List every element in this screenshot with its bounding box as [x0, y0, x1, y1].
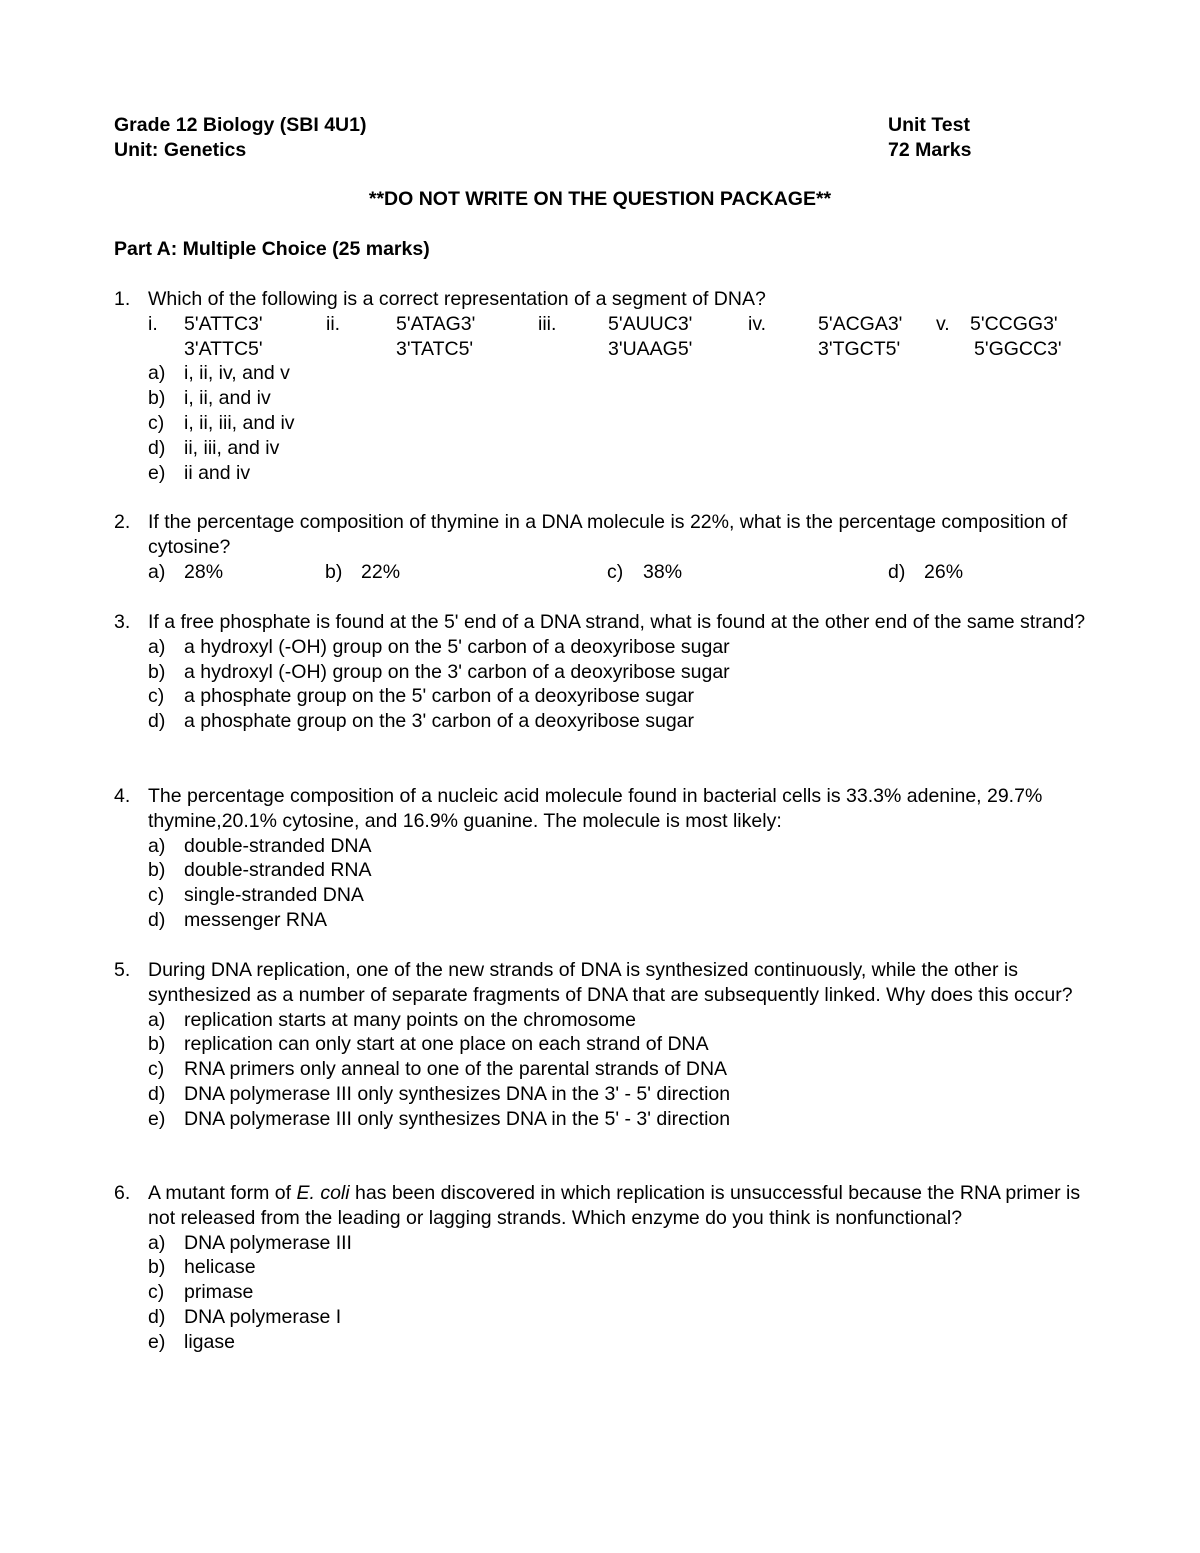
strand-numeral: ii.: [326, 312, 341, 335]
part-a-title: Part A: Multiple Choice (25 marks): [114, 238, 430, 260]
option-letter: c): [148, 1281, 165, 1304]
option-text: double-stranded RNA: [184, 859, 372, 882]
question-number: 5.: [114, 959, 131, 981]
option-b: [148, 660, 1094, 685]
option-c: [148, 1057, 1094, 1082]
question-number: 1.: [114, 288, 131, 310]
option-a: [148, 1231, 1094, 1256]
option-text: a phosphate group on the 3' carbon of a deoxyribose sugar: [184, 710, 694, 733]
option-text: a hydroxyl (-OH) group on the 5' carbon of a deoxyribose sugar: [184, 635, 730, 658]
option-text: DNA polymerase III only synthesizes DNA in the 5' - 3' direction: [184, 1107, 731, 1130]
strand-top: 5'AUUC3': [608, 312, 693, 335]
option-text: DNA polymerase I: [184, 1305, 342, 1328]
option-b: [148, 1032, 1094, 1057]
question-text-end: has been discovered in which replication is unsuccessful because the RNA primer is not released from the leading or lagging strands. Which enzyme do you think is nonfunctional?: [148, 1182, 1081, 1229]
option-e: [148, 461, 1094, 486]
strand-top: 5'ATAG3': [396, 312, 476, 335]
option-text: a phosphate group on the 5' carbon of a deoxyribose sugar: [184, 685, 694, 708]
unit-title: Unit: Genetics: [114, 139, 247, 161]
option-b: [148, 386, 1094, 411]
strand-bottom: 3'TGCT5': [818, 337, 901, 360]
option-d: [148, 1082, 1094, 1107]
question-1: [114, 287, 1094, 485]
option-text: 26%: [924, 560, 964, 583]
option-a: [148, 361, 1094, 386]
question-text: [148, 1181, 1094, 1231]
option-letter: b): [325, 560, 343, 583]
question-2: [114, 510, 1094, 584]
option-c: [148, 684, 1094, 709]
option-e: [148, 1107, 1094, 1132]
strand-numeral: iii.: [538, 312, 557, 335]
option-text: ligase: [184, 1330, 235, 1353]
option-text: 38%: [643, 560, 683, 583]
option-a: [148, 635, 1094, 660]
option-letter: c): [148, 1058, 165, 1081]
option-text: i, ii, iv, and v: [184, 362, 290, 385]
question-4: [114, 784, 1094, 933]
option-e: [148, 1330, 1094, 1355]
option-letter: a): [148, 560, 166, 583]
strand-numeral: iv.: [748, 312, 767, 335]
notice-banner: **DO NOT WRITE ON THE QUESTION PACKAGE**: [368, 188, 832, 210]
total-marks: 72 Marks: [888, 139, 972, 161]
option-letter: c): [607, 560, 624, 583]
option-text: primase: [184, 1281, 254, 1304]
question-3: [114, 610, 1094, 734]
option-text: replication starts at many points on the chromosome: [184, 1008, 636, 1031]
strand-numeral: v.: [936, 312, 950, 335]
option-letter: b): [148, 1256, 166, 1279]
question-number: 6.: [114, 1182, 131, 1204]
option-letter: e): [148, 1330, 166, 1353]
option-text: a hydroxyl (-OH) group on the 3' carbon of a deoxyribose sugar: [184, 660, 730, 683]
option-letter: c): [148, 685, 165, 708]
option-text: i, ii, iii, and iv: [184, 411, 295, 434]
organism-name: E. coli: [296, 1182, 350, 1204]
option-text: 28%: [184, 560, 224, 583]
option-text: single-stranded DNA: [184, 884, 364, 907]
option-d: [148, 908, 1094, 933]
option-d: [148, 436, 1094, 461]
strand-bottom: 3'TATC5': [396, 337, 474, 360]
strand-numeral: i.: [148, 312, 158, 335]
option-text: 22%: [361, 560, 401, 583]
option-text: DNA polymerase III only synthesizes DNA in the 3' - 5' direction: [184, 1082, 731, 1105]
option-c: [148, 411, 1094, 436]
course-title: Grade 12 Biology (SBI 4U1): [114, 114, 367, 136]
option-letter: a): [148, 635, 166, 658]
question-text: If the percentage composition of thymine in a DNA molecule is 22%, what is the percentage composition of cytosine?: [148, 511, 1068, 558]
option-text: ii, iii, and iv: [184, 436, 280, 459]
option-letter: a): [148, 1231, 166, 1254]
option-letter: d): [148, 908, 166, 931]
strand-bottom: 3'ATTC5': [184, 337, 263, 360]
option-text: helicase: [184, 1256, 256, 1279]
option-text: ii and iv: [184, 461, 251, 484]
inline-options-row: [114, 560, 1094, 585]
option-b: [148, 1255, 1094, 1280]
question-text: The percentage composition of a nucleic acid molecule found in bacterial cells is 33.3% adenine, 29.7% thymine,20.1% cytosine, and 16.9% guanine. The molecule is most likely:: [148, 785, 1043, 832]
option-text: messenger RNA: [184, 908, 328, 931]
option-text: i, ii, and iv: [184, 387, 271, 410]
option-letter: b): [148, 387, 166, 410]
option-letter: a): [148, 834, 166, 857]
question-text: Which of the following is a correct representation of a segment of DNA?: [148, 288, 766, 310]
option-c: [148, 1280, 1094, 1305]
option-d: [148, 1305, 1094, 1330]
strand-top-row: [114, 312, 1094, 337]
strand-bottom: 5'GGCC3': [974, 337, 1062, 360]
option-letter: c): [148, 411, 165, 434]
option-text: double-stranded DNA: [184, 834, 372, 857]
strand-top: 5'CCGG3': [970, 312, 1058, 335]
option-letter: c): [148, 884, 165, 907]
question-number: 2.: [114, 511, 131, 533]
question-text-start: A mutant form of: [148, 1182, 297, 1204]
strand-bottom: 3'UAAG5': [608, 337, 693, 360]
question-number: 3.: [114, 611, 131, 633]
option-letter: d): [148, 1305, 166, 1328]
question-number: 4.: [114, 785, 131, 807]
option-letter: a): [148, 362, 166, 385]
option-a: [148, 834, 1094, 859]
strand-top: 5'ACGA3': [818, 312, 903, 335]
question-5: [114, 958, 1094, 1132]
strand-bottom-row: [114, 337, 1094, 362]
option-letter: d): [148, 1082, 166, 1105]
option-letter: b): [148, 859, 166, 882]
option-letter: a): [148, 1008, 166, 1031]
option-b: [148, 858, 1094, 883]
option-letter: b): [148, 1033, 166, 1056]
option-text: DNA polymerase III: [184, 1231, 352, 1254]
question-text: During DNA replication, one of the new strands of DNA is synthesized continuously, while the other is synthesized as a number of separate fragments of DNA that are subsequently linked. Why does this occur?: [148, 959, 1073, 1006]
option-letter: e): [148, 461, 166, 484]
option-text: replication can only start at one place on each strand of DNA: [184, 1033, 709, 1056]
strand-top: 5'ATTC3': [184, 312, 263, 335]
option-d: [148, 709, 1094, 734]
option-text: RNA primers only anneal to one of the parental strands of DNA: [184, 1058, 728, 1081]
option-letter: b): [148, 660, 166, 683]
option-letter: e): [148, 1107, 166, 1130]
question-6: [114, 1181, 1094, 1355]
option-letter: d): [888, 560, 906, 583]
option-letter: d): [148, 436, 166, 459]
option-a: [148, 1008, 1094, 1033]
test-type: Unit Test: [888, 114, 970, 136]
option-c: [148, 883, 1094, 908]
option-letter: d): [148, 710, 166, 733]
question-text: If a free phosphate is found at the 5' end of a DNA strand, what is found at the other end of the same strand?: [148, 611, 1086, 633]
